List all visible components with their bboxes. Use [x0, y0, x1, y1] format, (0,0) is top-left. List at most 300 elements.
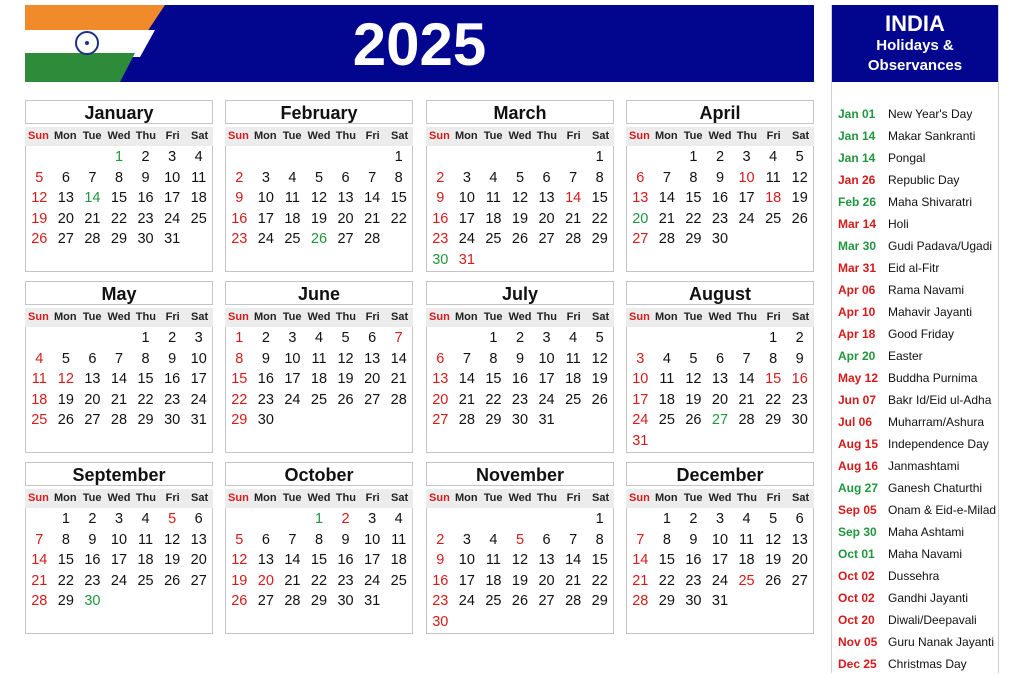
- day-cell: 9: [436, 552, 445, 569]
- weekday-label: Wed: [307, 492, 331, 504]
- day-cell: 8: [689, 169, 698, 186]
- holiday-date: Apr 06: [838, 283, 876, 297]
- day-cell: 11: [485, 190, 501, 207]
- holiday-list: [838, 103, 996, 675]
- day-cell: 6: [715, 350, 725, 367]
- day-cell: 29: [485, 412, 502, 429]
- day-cell: 19: [337, 371, 354, 388]
- day-cell: 16: [511, 371, 529, 388]
- day-cell: 14: [565, 190, 582, 207]
- day-cell: 29: [658, 593, 675, 610]
- empty-cell: [106, 328, 133, 349]
- day-cell: 24: [458, 231, 475, 248]
- day-cell: 14: [632, 552, 649, 569]
- day-cell: 15: [591, 190, 608, 207]
- day-cell: 1: [141, 330, 150, 346]
- day-cell: 20: [538, 210, 555, 227]
- day-cell: 21: [364, 210, 381, 227]
- day-cell: 25: [738, 572, 755, 589]
- day-grid: [25, 508, 213, 634]
- day-cell: 5: [168, 511, 177, 527]
- day-cell: 3: [742, 149, 751, 165]
- day-cell: 6: [341, 169, 350, 186]
- holiday-item: [838, 345, 996, 367]
- weekday-label: Fri: [766, 311, 781, 323]
- empty-cell: [533, 147, 560, 168]
- empty-cell: [359, 147, 386, 168]
- day-cell: 8: [595, 531, 604, 548]
- weekday-label: Tue: [483, 130, 503, 142]
- day-cell: 8: [314, 531, 324, 548]
- day-cell: 21: [390, 371, 407, 388]
- weekday-label: Sun: [228, 492, 249, 504]
- weekday-label: Fri: [766, 130, 781, 142]
- day-cell: 14: [364, 190, 381, 207]
- day-cell: 29: [231, 412, 248, 429]
- weekday-label: Fri: [566, 130, 581, 142]
- day-cell: 6: [542, 169, 551, 186]
- day-cell: 16: [432, 572, 449, 589]
- day-cell: 27: [190, 572, 207, 589]
- day-cell: 12: [57, 371, 74, 388]
- holiday-date: Apr 18: [838, 327, 876, 341]
- holiday-name: Diwali/Deepavali: [888, 613, 977, 627]
- weekday-label: Fri: [566, 311, 581, 323]
- day-cell: 19: [591, 371, 608, 388]
- day-cell: 20: [257, 572, 274, 589]
- weekday-label: Wed: [708, 492, 732, 504]
- day-cell: 25: [485, 231, 502, 248]
- day-cell: 4: [489, 531, 498, 548]
- day-cell: 21: [110, 391, 128, 408]
- holiday-item: [838, 543, 996, 565]
- weekday-header: [426, 127, 614, 146]
- weekday-label: Sun: [629, 492, 650, 504]
- day-cell: 25: [485, 593, 502, 610]
- holiday-name: Maha Navami: [888, 547, 963, 561]
- month-title: February: [225, 100, 413, 124]
- weekday-label: Wed: [107, 130, 131, 142]
- weekday-label: Sun: [28, 492, 49, 504]
- day-cell: 3: [542, 330, 551, 346]
- day-cell: 12: [310, 190, 328, 207]
- day-cell: 26: [231, 593, 248, 610]
- weekday-label: Tue: [683, 130, 703, 142]
- day-cell: 28: [364, 231, 381, 248]
- day-cell: 10: [632, 371, 649, 388]
- day-cell: 3: [462, 531, 471, 548]
- empty-cell: [427, 509, 454, 530]
- day-cell: 15: [231, 371, 248, 388]
- weekday-header: [626, 489, 814, 508]
- holiday-date: Jun 07: [838, 393, 877, 407]
- weekday-label: Tue: [683, 311, 703, 323]
- holiday-item: [838, 213, 996, 235]
- day-cell: 7: [569, 531, 578, 548]
- weekday-label: Thu: [536, 130, 557, 142]
- day-cell: 30: [84, 593, 101, 610]
- day-cell: 30: [511, 412, 529, 429]
- day-grid: [25, 327, 213, 453]
- day-cell: 15: [685, 190, 702, 207]
- day-cell: 17: [738, 190, 755, 207]
- day-cell: 27: [432, 412, 449, 429]
- day-cell: 9: [689, 531, 698, 548]
- holiday-item: [838, 389, 996, 411]
- day-cell: 10: [738, 169, 755, 186]
- day-cell: 26: [164, 572, 181, 589]
- day-cell: 2: [689, 511, 698, 527]
- day-cell: 8: [595, 169, 604, 186]
- empty-cell: [226, 509, 253, 530]
- day-cell: 23: [711, 210, 729, 227]
- day-cell: 8: [489, 350, 498, 367]
- holiday-name: New Year's Day: [888, 107, 973, 121]
- month-title: May: [25, 281, 213, 305]
- holiday-name: Buddha Purnima: [888, 371, 978, 385]
- day-cell: 18: [658, 391, 675, 408]
- empty-cell: [480, 509, 507, 530]
- weekday-label: Mon: [454, 311, 478, 323]
- day-cell: 8: [394, 169, 403, 186]
- month-may: [25, 281, 213, 453]
- day-cell: 20: [190, 552, 207, 569]
- day-cell: 14: [84, 190, 101, 207]
- day-cell: 4: [194, 149, 203, 165]
- holiday-item: [838, 631, 996, 653]
- day-cell: 18: [137, 552, 154, 569]
- weekday-label: Tue: [282, 311, 302, 323]
- day-cell: 16: [711, 190, 729, 207]
- empty-cell: [79, 328, 106, 349]
- day-cell: 28: [565, 231, 582, 248]
- day-cell: 25: [190, 210, 207, 227]
- holiday-date: Nov 05: [838, 635, 878, 649]
- day-cell: 1: [662, 511, 671, 527]
- weekday-label: Sun: [429, 311, 450, 323]
- day-cell: 1: [595, 149, 604, 165]
- day-cell: 27: [632, 231, 649, 248]
- day-cell: 2: [436, 169, 445, 186]
- day-cell: 6: [261, 531, 270, 548]
- day-cell: 5: [769, 511, 778, 527]
- holiday-date: Jan 14: [838, 129, 876, 143]
- day-cell: 9: [341, 531, 350, 548]
- empty-cell: [454, 328, 481, 349]
- day-cell: 1: [114, 149, 124, 165]
- day-cell: 7: [394, 330, 403, 346]
- day-cell: 26: [511, 593, 529, 610]
- day-cell: 1: [689, 149, 698, 165]
- holiday-name: Bakr Id/Eid ul-Adha: [888, 393, 992, 407]
- month-october: [225, 462, 413, 634]
- holiday-name: Eid al-Fitr: [888, 261, 940, 275]
- day-cell: 13: [364, 350, 381, 367]
- day-cell: 11: [138, 531, 154, 548]
- holiday-item: [838, 411, 996, 433]
- day-cell: 11: [659, 371, 675, 388]
- day-cell: 24: [364, 572, 381, 589]
- day-cell: 23: [257, 391, 274, 408]
- weekday-header: [225, 308, 413, 327]
- holiday-date: Oct 02: [838, 591, 875, 605]
- day-cell: 5: [689, 350, 698, 367]
- day-cell: 3: [636, 350, 645, 367]
- day-cell: 14: [284, 552, 301, 569]
- month-title: August: [626, 281, 814, 305]
- day-cell: 17: [190, 371, 207, 388]
- day-cell: 13: [538, 190, 555, 207]
- weekday-label: Wed: [708, 130, 732, 142]
- empty-cell: [507, 147, 534, 168]
- day-cell: 7: [742, 350, 751, 367]
- day-cell: 14: [390, 350, 407, 367]
- day-cell: 5: [595, 330, 604, 346]
- empty-cell: [680, 328, 707, 349]
- weekday-label: Tue: [282, 492, 302, 504]
- day-cell: 16: [791, 371, 808, 388]
- holiday-name: Pongal: [888, 151, 926, 165]
- weekday-label: Fri: [165, 130, 180, 142]
- day-cell: 2: [261, 330, 270, 346]
- day-cell: 25: [390, 572, 407, 589]
- day-cell: 28: [565, 593, 582, 610]
- day-cell: 23: [432, 593, 449, 610]
- day-cell: 11: [391, 531, 407, 548]
- weekday-label: Sat: [391, 311, 409, 323]
- day-cell: 28: [738, 412, 755, 429]
- month-september: [25, 462, 213, 634]
- day-cell: 2: [341, 511, 350, 527]
- day-grid: [225, 508, 413, 634]
- day-cell: 19: [765, 552, 782, 569]
- holiday-date: Jan 01: [838, 107, 876, 121]
- month-title: November: [426, 462, 614, 486]
- day-cell: 6: [88, 350, 97, 367]
- day-cell: 4: [35, 350, 44, 367]
- holiday-date: Dec 25: [838, 657, 877, 671]
- weekday-label: Mon: [53, 130, 77, 142]
- day-cell: 29: [57, 593, 74, 610]
- month-november: [426, 462, 614, 634]
- day-cell: 25: [310, 391, 328, 408]
- day-cell: 7: [288, 531, 297, 548]
- day-cell: 23: [137, 210, 154, 227]
- day-cell: 9: [235, 190, 244, 207]
- day-cell: 29: [765, 412, 782, 429]
- month-january: [25, 100, 213, 272]
- day-cell: 28: [110, 412, 128, 429]
- sidebar-subtitle-2: Observances: [867, 57, 963, 74]
- weekday-label: Wed: [307, 130, 331, 142]
- weekday-label: Mon: [654, 492, 678, 504]
- weekday-label: Fri: [165, 311, 180, 323]
- year-title: 2025: [352, 11, 487, 78]
- weekday-label: Fri: [365, 311, 380, 323]
- day-cell: 12: [164, 531, 181, 548]
- day-cell: 12: [231, 552, 248, 569]
- empty-cell: [654, 147, 681, 168]
- weekday-label: Fri: [365, 492, 380, 504]
- weekday-label: Sun: [629, 130, 650, 142]
- day-cell: 20: [632, 210, 649, 227]
- day-cell: 19: [231, 572, 248, 589]
- day-cell: 26: [791, 210, 808, 227]
- day-cell: 12: [685, 371, 702, 388]
- holiday-item: [838, 609, 996, 631]
- holiday-date: Jan 14: [838, 151, 876, 165]
- day-cell: 5: [795, 149, 804, 165]
- weekday-label: Thu: [135, 311, 156, 323]
- day-cell: 24: [284, 391, 301, 408]
- day-cell: 10: [458, 552, 475, 569]
- weekday-label: Mon: [53, 492, 77, 504]
- weekday-header: [25, 127, 213, 146]
- weekday-header: [225, 489, 413, 508]
- day-cell: 16: [84, 552, 101, 569]
- weekday-label: Wed: [307, 311, 331, 323]
- holiday-date: Jan 26: [838, 173, 876, 187]
- weekday-label: Sat: [792, 492, 810, 504]
- day-cell: 22: [485, 391, 502, 408]
- day-cell: 31: [711, 593, 729, 610]
- day-cell: 21: [458, 391, 475, 408]
- day-cell: 30: [432, 613, 449, 630]
- day-cell: 4: [569, 330, 578, 346]
- day-cell: 24: [711, 572, 729, 589]
- holiday-name: Holi: [888, 217, 909, 231]
- day-cell: 2: [141, 149, 150, 165]
- day-cell: 30: [257, 412, 274, 429]
- day-cell: 19: [791, 190, 808, 207]
- day-cell: 6: [368, 330, 377, 346]
- weekday-header: [225, 127, 413, 146]
- weekday-label: Mon: [654, 311, 678, 323]
- day-cell: 7: [88, 169, 97, 186]
- day-cell: 21: [658, 210, 675, 227]
- day-cell: 27: [538, 231, 555, 248]
- day-cell: 28: [458, 412, 475, 429]
- day-cell: 29: [137, 412, 154, 429]
- day-cell: 14: [658, 190, 675, 207]
- weekday-label: Thu: [736, 130, 757, 142]
- day-cell: 5: [61, 350, 70, 367]
- weekday-label: Sat: [592, 492, 610, 504]
- day-cell: 22: [765, 391, 782, 408]
- day-cell: 23: [164, 391, 181, 408]
- holiday-item: [838, 521, 996, 543]
- day-cell: 9: [436, 190, 445, 207]
- day-cell: 6: [61, 169, 70, 186]
- day-cell: 28: [390, 391, 407, 408]
- day-cell: 13: [632, 190, 649, 207]
- day-cell: 16: [231, 210, 248, 227]
- day-cell: 4: [662, 350, 671, 367]
- month-title: October: [225, 462, 413, 486]
- day-cell: 13: [432, 371, 449, 388]
- day-cell: 9: [515, 350, 525, 367]
- day-cell: 15: [110, 190, 128, 207]
- day-cell: 9: [88, 531, 97, 548]
- day-cell: 25: [31, 412, 48, 429]
- day-cell: 22: [591, 210, 608, 227]
- day-grid: [426, 508, 614, 634]
- weekday-label: Wed: [107, 492, 131, 504]
- day-cell: 7: [368, 169, 377, 186]
- weekday-label: Sat: [391, 130, 409, 142]
- weekday-label: Mon: [654, 130, 678, 142]
- holiday-item: [838, 301, 996, 323]
- day-cell: 21: [31, 572, 48, 589]
- day-cell: 12: [591, 350, 608, 367]
- holiday-name: Rama Navami: [888, 283, 965, 297]
- day-cell: 16: [164, 371, 181, 388]
- day-cell: 9: [795, 350, 804, 367]
- year-banner: [25, 5, 814, 82]
- day-cell: 18: [284, 210, 301, 227]
- day-cell: 2: [88, 511, 97, 527]
- empty-cell: [560, 509, 587, 530]
- empty-cell: [279, 147, 306, 168]
- weekday-label: Mon: [253, 311, 277, 323]
- day-cell: 4: [394, 511, 403, 527]
- weekday-label: Fri: [165, 492, 180, 504]
- empty-cell: [427, 328, 454, 349]
- day-cell: 22: [110, 210, 128, 227]
- day-cell: 22: [390, 210, 407, 227]
- day-cell: 9: [261, 350, 270, 367]
- empty-cell: [654, 328, 681, 349]
- day-cell: 14: [31, 552, 48, 569]
- day-cell: 4: [314, 330, 324, 346]
- day-cell: 2: [235, 169, 244, 186]
- day-cell: 10: [257, 190, 274, 207]
- day-cell: 13: [791, 531, 808, 548]
- empty-cell: [279, 509, 306, 530]
- empty-cell: [79, 147, 106, 168]
- holiday-date: Mar 30: [838, 239, 877, 253]
- day-cell: 8: [769, 350, 778, 367]
- day-cell: 1: [769, 330, 778, 346]
- day-cell: 11: [485, 552, 501, 569]
- weekday-label: Sat: [191, 311, 209, 323]
- day-cell: 22: [658, 572, 675, 589]
- day-cell: 3: [114, 511, 124, 527]
- day-cell: 10: [364, 531, 381, 548]
- day-cell: 8: [141, 350, 150, 367]
- day-cell: 16: [137, 190, 154, 207]
- day-cell: 29: [685, 231, 702, 248]
- weekday-label: Wed: [508, 130, 532, 142]
- day-cell: 17: [364, 552, 381, 569]
- day-cell: 15: [137, 371, 154, 388]
- day-cell: 28: [658, 231, 675, 248]
- weekday-label: Mon: [454, 130, 478, 142]
- month-title: July: [426, 281, 614, 305]
- holiday-item: [838, 103, 996, 125]
- weekday-label: Tue: [82, 492, 102, 504]
- day-cell: 10: [458, 190, 475, 207]
- day-cell: 12: [511, 552, 529, 569]
- holiday-item: [838, 455, 996, 477]
- empty-cell: [480, 147, 507, 168]
- day-cell: 28: [284, 593, 301, 610]
- day-cell: 14: [738, 371, 755, 388]
- day-cell: 19: [310, 210, 328, 227]
- day-cell: 8: [114, 169, 124, 186]
- day-cell: 27: [257, 593, 274, 610]
- month-july: [426, 281, 614, 453]
